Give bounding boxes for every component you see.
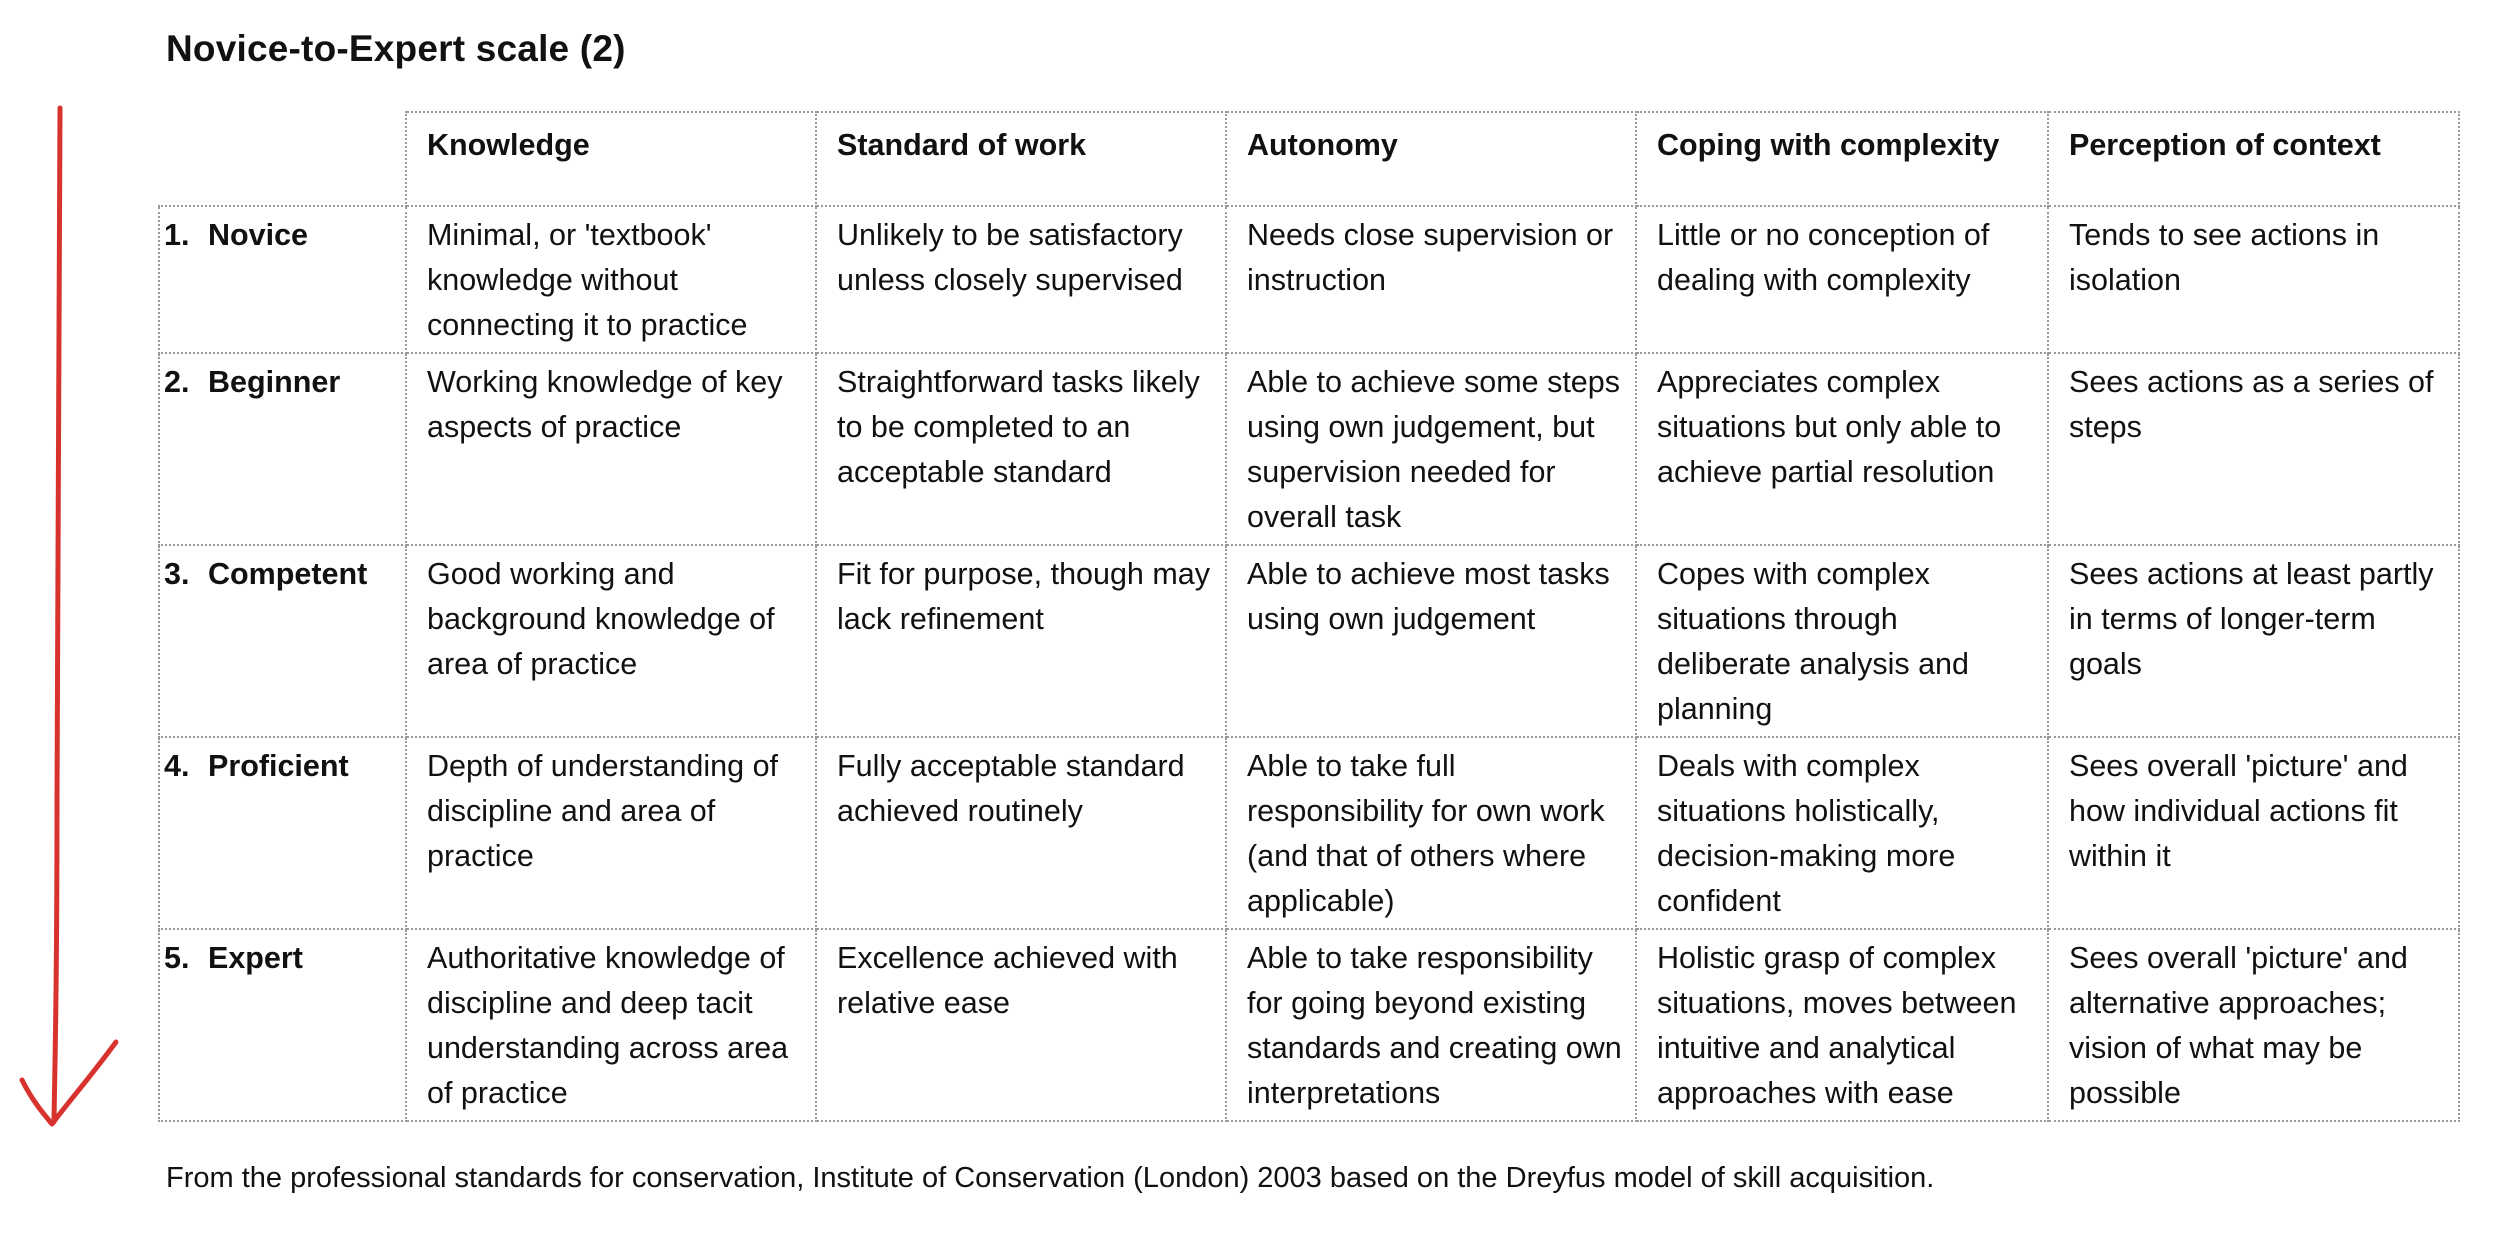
cell-perception-of-context: Tends to see actions in isolation [2048,206,2459,353]
cell-standard-of-work: Fit for purpose, though may lack refinement [816,545,1226,737]
header-row [159,112,2459,206]
table-row-expert [159,929,2459,1121]
column-header-knowledge: Knowledge [406,112,816,206]
cell-coping-with-complexity: Deals with complex situations holistically, decision-making more confident [1636,737,2048,929]
page-title: Novice-to-Expert scale (2) [166,28,626,69]
cell-coping-with-complexity: Appreciates complex situations but only able to achieve partial resolution [1636,353,2048,545]
arrow-shaft [54,108,60,1122]
cell-autonomy: Able to achieve some steps using own judgement, but supervision needed for overall task [1226,353,1636,545]
column-header-perception-of-context: Perception of context [2048,112,2459,206]
hand-drawn-down-arrow [0,0,140,1150]
column-header-autonomy: Autonomy [1226,112,1636,206]
cell-knowledge: Depth of understanding of discipline and area of practice [406,737,816,929]
level-label: Beginner [208,365,341,399]
cell-autonomy: Able to achieve most tasks using own judgement [1226,545,1636,737]
cell-coping-with-complexity: Copes with complex situations through deliberate analysis and planning [1636,545,2048,737]
cell-knowledge: Good working and background knowledge of area of practice [406,545,816,737]
cell-perception-of-context: Sees actions as a series of steps [2048,353,2459,545]
column-header-standard-of-work: Standard of work [816,112,1226,206]
cell-coping-with-complexity: Holistic grasp of complex situations, moves between intuitive and analytical approaches with ease [1636,929,2048,1121]
cell-perception-of-context: Sees actions at least partly in terms of longer-term goals [2048,545,2459,737]
level-cell [159,929,406,1121]
level-label: Proficient [208,749,349,783]
table-row-proficient [159,737,2459,929]
level-label: Novice [208,218,309,252]
cell-knowledge: Working knowledge of key aspects of practice [406,353,816,545]
cell-standard-of-work: Excellence achieved with relative ease [816,929,1226,1121]
cell-coping-with-complexity: Little or no conception of dealing with complexity [1636,206,2048,353]
header-corner-cell [159,112,406,206]
column-header-coping-with-complexity: Coping with complexity [1636,112,2048,206]
cell-standard-of-work: Fully acceptable standard achieved routinely [816,737,1226,929]
level-number: 4. [164,749,190,783]
level-label: Expert [208,941,303,975]
cell-perception-of-context: Sees overall 'picture' and how individual actions fit within it [2048,737,2459,929]
cell-autonomy: Able to take responsibility for going beyond existing standards and creating own interpretations [1226,929,1636,1121]
cell-standard-of-work: Unlikely to be satisfactory unless closely supervised [816,206,1226,353]
level-number: 3. [164,557,190,591]
level-number: 2. [164,365,190,399]
table-row-novice [159,206,2459,353]
cell-autonomy: Needs close supervision or instruction [1226,206,1636,353]
novice-to-expert-table [158,111,2460,1122]
table-row-competent [159,545,2459,737]
arrow-head [22,1042,116,1124]
cell-knowledge: Authoritative knowledge of discipline and deep tacit understanding across area of practice [406,929,816,1121]
cell-knowledge: Minimal, or 'textbook' knowledge without connecting it to practice [406,206,816,353]
level-cell [159,353,406,545]
cell-perception-of-context: Sees overall 'picture' and alternative approaches; vision of what may be possible [2048,929,2459,1121]
level-cell [159,737,406,929]
level-label: Competent [208,557,368,591]
level-number: 5. [164,941,190,975]
level-number: 1. [164,218,190,252]
source-footnote: From the professional standards for conservation, Institute of Conservation (London) 2003 based on the Dreyfus model of skill acquisition. [166,1162,1935,1194]
level-cell [159,545,406,737]
level-cell [159,206,406,353]
table-row-beginner [159,353,2459,545]
cell-standard-of-work: Straightforward tasks likely to be completed to an acceptable standard [816,353,1226,545]
cell-autonomy: Able to take full responsibility for own work (and that of others where applicable) [1226,737,1636,929]
